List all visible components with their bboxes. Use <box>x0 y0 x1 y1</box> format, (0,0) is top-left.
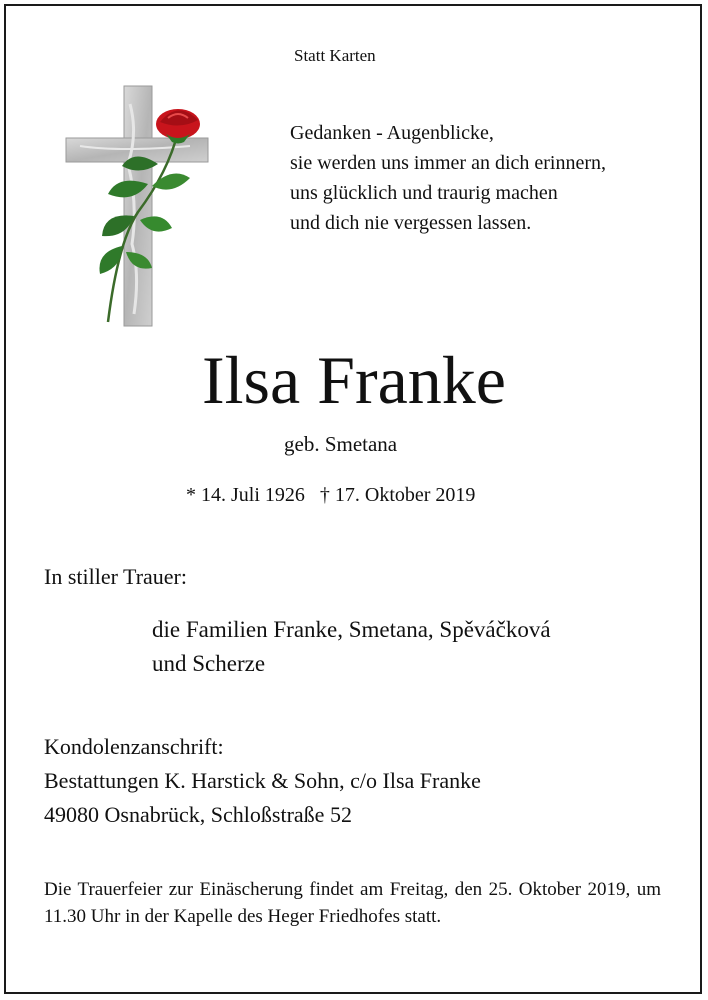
mourners-line: die Familien Franke, Smetana, Spěváčková <box>152 617 551 642</box>
poem-line: uns glücklich und traurig machen <box>290 182 558 204</box>
memorial-poem <box>290 118 606 238</box>
header-note: Statt Karten <box>294 46 376 65</box>
mourners-list <box>152 613 551 681</box>
funeral-notice: Die Trauerfeier zur Einäscherung findet am Freitag, den 25. Oktober 2019, um 11.30 Uhr in der Kapelle des Heger Friedhofes statt. <box>44 879 661 927</box>
cross-with-rose-icon <box>60 84 210 332</box>
poem-line: Gedanken - Augenblicke, <box>290 122 494 144</box>
condolence-address <box>44 730 481 832</box>
maiden-name: geb. Smetana <box>284 432 398 456</box>
life-dates: * 14. Juli 1926 † 17. Oktober 2019 <box>186 484 476 506</box>
address-line: 49080 Osnabrück, Schloßstraße 52 <box>44 802 352 827</box>
poem-line: sie werden uns immer an dich erinnern, <box>290 152 607 174</box>
mourners-label: In stiller Trauer: <box>44 564 187 589</box>
poem-line: und dich nie vergessen lassen. <box>290 212 532 234</box>
condolence-label: Kondolenzanschrift: <box>44 734 224 759</box>
deceased-name: Ilsa Franke <box>201 342 506 418</box>
mourners-line: und Scherze <box>152 651 266 676</box>
address-line: Bestattungen K. Harstick & Sohn, c/o Ilsa Franke <box>44 768 481 793</box>
